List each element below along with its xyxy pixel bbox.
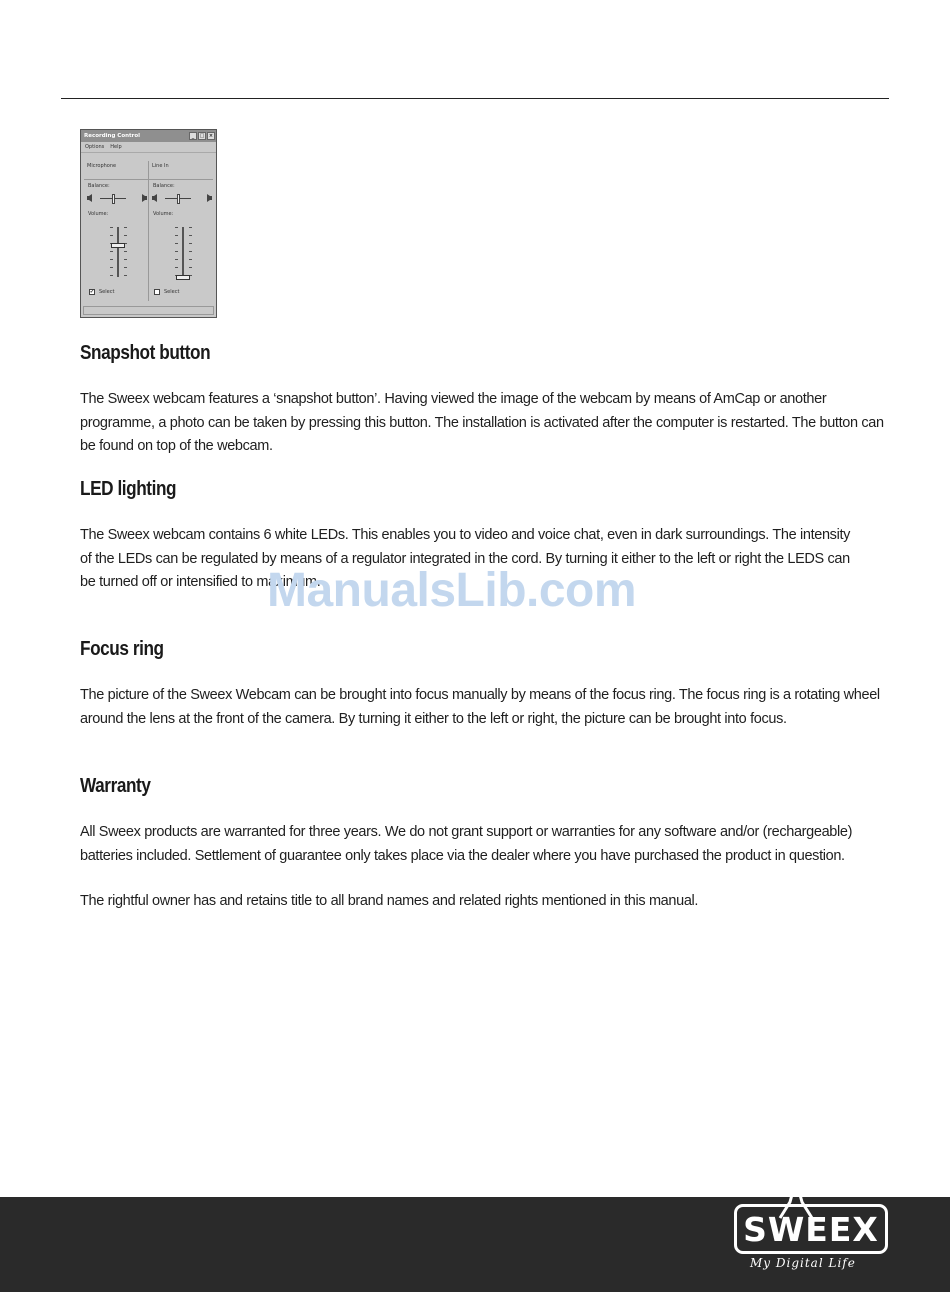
rc-volume-label: Volume: <box>153 211 174 217</box>
rc-volume-track <box>182 227 184 277</box>
close-icon: × <box>208 132 214 139</box>
rc-menu-help: Help <box>110 144 122 150</box>
section-heading: Focus ring <box>80 638 164 660</box>
rc-volume-ticks-left <box>110 227 113 277</box>
rc-volume-thumb <box>111 243 125 248</box>
rc-channel-name: Line In <box>152 163 169 169</box>
section-paragraph: The Sweex webcam features a ‘snapshot button’. Having viewed the image of the webcam by means of AmCap or another programme, a photo can be taken by pressing this button. The installation is activated after the computer is restarted. The button can be found on top of the webcam. <box>80 391 884 454</box>
checkbox-icon: ✔ <box>89 288 95 295</box>
rc-select-checkbox <box>89 289 114 295</box>
rc-volume-thumb <box>176 275 190 280</box>
rc-separator <box>149 179 213 180</box>
section-paragraph: The Sweex webcam contains 6 white LEDs. This enables you to video and voice chat, even in dark surroundings. The intensity of the LEDs can be regulated by means of a regulator integrated in the cord. By turning it either to the left or right the LEDS can be turned off or intensified to maximum. <box>80 527 851 590</box>
logo-text: SWEEX <box>743 1209 879 1249</box>
rc-statusbar <box>83 306 214 315</box>
section-snapshot-button <box>80 342 890 459</box>
rc-balance-slider <box>87 194 147 206</box>
sweex-logo <box>734 1180 890 1276</box>
header-rule <box>61 98 889 99</box>
rc-titlebar <box>81 130 216 142</box>
speaker-left-icon <box>152 194 158 202</box>
section-heading: Warranty <box>80 775 151 797</box>
rc-select-checkbox <box>154 289 179 295</box>
rc-title: Recording Control <box>84 133 141 139</box>
rc-volume-ticks-right <box>189 227 192 277</box>
rc-channel <box>84 161 148 301</box>
rc-menu-options: Options <box>85 144 105 150</box>
section-heading: Snapshot button <box>80 342 211 364</box>
rc-volume-label: Volume: <box>88 211 109 217</box>
rc-volume-ticks-right <box>124 227 127 277</box>
rc-balance-thumb <box>177 194 180 204</box>
rc-channel <box>148 161 213 301</box>
section-paragraph: The rightful owner has and retains title to all brand names and related rights mentioned in this manual. <box>80 893 699 909</box>
checkbox-icon <box>154 289 160 295</box>
section-paragraph: The picture of the Sweex Webcam can be brought into focus manually by means of the focus ring. The focus ring is a rotating wheel around the lens at the front of the camera. By turning it either to the left or right, the picture can be brought into focus. <box>80 687 880 727</box>
rc-balance-label: Balance: <box>88 183 110 189</box>
maximize-icon: □ <box>199 132 205 139</box>
rc-separator <box>84 179 148 180</box>
logo-tagline: My Digital Life <box>750 1256 856 1270</box>
rc-channel-name: Microphone <box>87 163 117 169</box>
logo-spike-icon <box>776 1180 816 1220</box>
rc-select-label: Select <box>99 289 115 295</box>
rc-channels <box>84 161 213 301</box>
rc-menubar <box>81 142 216 153</box>
rc-volume-track <box>117 227 119 277</box>
speaker-left-icon <box>87 194 93 202</box>
rc-balance-label: Balance: <box>153 183 175 189</box>
rc-select-label: Select <box>164 289 180 295</box>
recording-control-screenshot <box>80 129 217 318</box>
minimize-icon: _ <box>189 132 197 140</box>
rc-volume-ticks-left <box>175 227 178 277</box>
section-warranty <box>80 775 890 914</box>
section-paragraph: All Sweex products are warranted for three years. We do not grant support or warranties for any software and/or (rechargeable) batteries included. Settlement of guarantee only takes place via the dealer where you have purchased the product in question. <box>80 824 853 864</box>
rc-balance-thumb <box>112 194 115 204</box>
speaker-right-icon <box>141 194 147 202</box>
rc-balance-slider <box>152 194 212 206</box>
section-heading: LED lighting <box>80 478 177 500</box>
speaker-right-icon <box>206 194 212 202</box>
section-focus-ring <box>80 638 890 731</box>
watermark: ManualsLib.com <box>267 564 637 617</box>
